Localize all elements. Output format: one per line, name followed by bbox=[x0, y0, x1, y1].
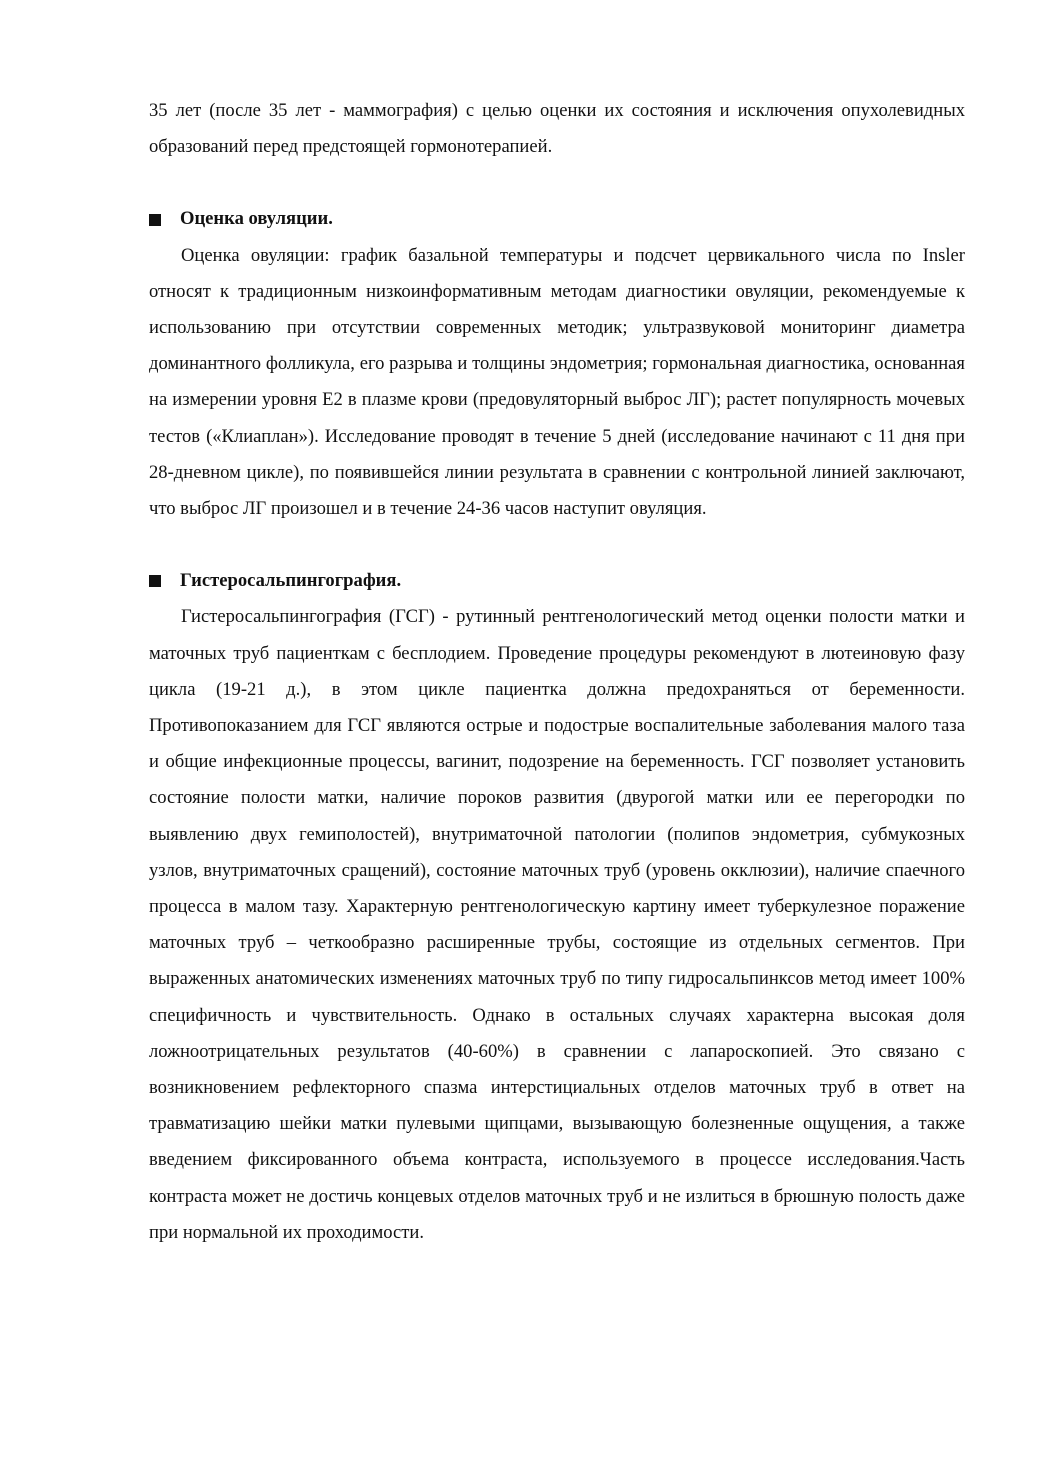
section-heading-hysterosalpingography bbox=[149, 563, 965, 599]
section-body-ovulation: Оценка овуляции: график базальной температуры и подсчет цервикального числа по Insler относят к традиционным низкоинформативным методам диагностики овуляции, рекомендуемые к использованию при отсутствии современных методик; ультразвуковой мониторинг диаметра доминантного фолликула, его разрыва и толщины эндометрия; гормональная диагностика, основанная на измерении уровня Е2 в плазме крови (предовуляторный выброс ЛГ); растет популярность мочевых тестов («Клиаплан»). Исследование проводят в течение 5 дней (исследование начинают с 11 дня при 28-дневном цикле), по появившейся линии результата в сравнении с контрольной линией заключают, что выброс ЛГ произошел и в течение 24-36 часов наступит овуляция. bbox=[149, 244, 965, 520]
square-bullet-icon bbox=[149, 575, 161, 587]
document-page bbox=[149, 93, 965, 1251]
square-bullet-icon bbox=[149, 214, 161, 226]
section-heading-text: Гистеросальпингография. bbox=[180, 570, 402, 592]
section-heading-ovulation bbox=[149, 201, 965, 237]
section-heading-text: Оценка овуляции. bbox=[180, 208, 333, 230]
section-body-hysterosalpingography: Гистеросальпингография (ГСГ) - рутинный рентгенологический метод оценки полости матки и маточных труб пациенткам с бесплодием. Проведение процедуры рекомендуют в лютеиновую фазу цикла (19-21 д.), в этом цикле пациентка должна предохраняться от беременности. Противопоказанием для ГСГ являются острые и подострые воспалительные заболевания малого таза и общие инфекционные процессы, вагинит, подозрение на беременность. ГСГ позволяет установить состояние полости матки, наличие пороков развития (двурогой матки или ее перегородки по выявлению двух гемиполостей), внутриматочной патологии (полипов эндометрия, субмукозных узлов, внутриматочных сращений), состояние маточных труб (уровень окклюзии), наличие спаечного процесса в малом тазу. Характерную рентгенологическую картину имеет туберкулезное поражение маточных труб – четкообразно расширенные трубы, состоящие из отдельных сегментов. При выраженных анатомических изменениях маточных труб по типу гидросальпинксов метод имеет 100% специфичность и чувствительность. Однако в остальных случаях характерна высокая доля ложноотрицательных результатов (40-60%) в сравнении с лапароскопией. Это связано с возникновением рефлекторного спазма интерстициальных отделов маточных труб в ответ на травматизацию шейки матки пулевыми щипцами, вызывающую болезненные ощущения, а также введением фиксированного объема контраста, используемого в процессе исследования.Часть контраста может не достичь концевых отделов маточных труб и не излиться в брюшную полость даже при нормальной их проходимости. bbox=[149, 606, 965, 1243]
intro-paragraph: 35 лет (после 35 лет - маммография) с целью оценки их состояния и исключения опухолевидных образований перед предстоящей гормонотерапией. bbox=[149, 100, 965, 158]
